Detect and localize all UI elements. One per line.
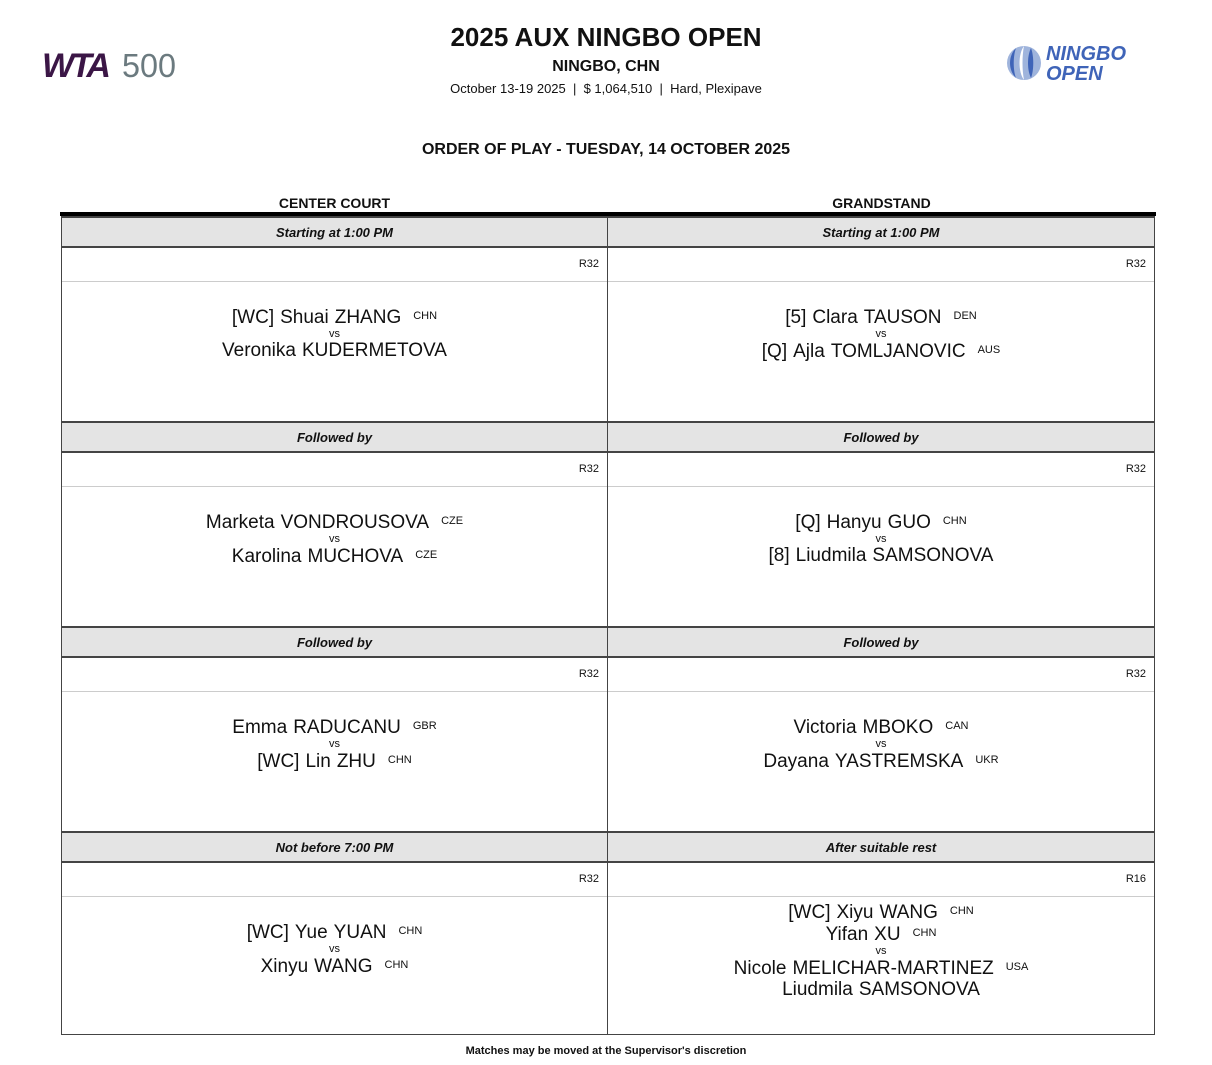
round-label: R16 [608, 863, 1154, 897]
player-name-part: Hanyu [826, 512, 882, 533]
slot-time-header: Followed by [608, 421, 1154, 453]
match-cell [608, 487, 1154, 626]
player-line [763, 750, 998, 772]
match-cell [62, 282, 607, 421]
player-name-part: Liudmila [795, 545, 867, 566]
tournament-location: NINGBO, CHN [552, 58, 660, 75]
player-line [257, 750, 411, 772]
player-name-part: MBOKO [862, 717, 934, 738]
court-name-center-court: CENTER COURT [278, 195, 391, 211]
player-name-part: [WC] [788, 902, 831, 923]
player-name-part: [Q] [795, 512, 821, 533]
player-name-part: YASTREMSKA [834, 751, 964, 772]
player-line [785, 306, 977, 328]
player-name-part: MUCHOVA [307, 546, 404, 567]
footer-note: Matches may be moved at the Supervisor's discretion [465, 1045, 747, 1057]
court-column-center-court [61, 216, 608, 1035]
player-name-part: Xinyu [260, 956, 309, 977]
player-name-part: Ajla [793, 341, 825, 362]
player-name-part: KUDERMETOVA [301, 340, 447, 361]
player-name-part: TAUSON [863, 307, 942, 328]
player-line [232, 306, 437, 328]
player-name-part: Clara [812, 307, 858, 328]
match-cell [608, 897, 1154, 1036]
player-line [247, 921, 423, 943]
player-name-part: Karolina [231, 546, 302, 567]
player-name-part: SAMSONOVA [872, 545, 994, 566]
slot-time-header: Not before 7:00 PM [62, 831, 607, 863]
country-code: UKR [975, 754, 999, 766]
player-name-part: YUAN [333, 922, 387, 943]
slot-time-header: Starting at 1:00 PM [608, 216, 1154, 248]
player-name-part: ZHU [336, 751, 376, 772]
country-code: GBR [412, 720, 437, 732]
country-code: AUS [977, 344, 1001, 356]
round-label: R32 [608, 248, 1154, 282]
player-name-part: MELICHAR-MARTINEZ [792, 958, 994, 979]
player-name-part: Lin [305, 751, 331, 772]
country-code: CHN [398, 925, 423, 937]
player-line [788, 901, 973, 923]
country-code: USA [1005, 961, 1029, 973]
slot-time-header: Followed by [62, 626, 607, 658]
player-name-part: Shuai [280, 307, 329, 328]
player-name-part: Xiyu [836, 902, 874, 923]
ningbo-logo-line1: NINGBO [1046, 43, 1126, 65]
match-cell [62, 692, 607, 831]
match-cell [608, 692, 1154, 831]
country-code: CHN [912, 927, 937, 939]
player-name-part: WANG [314, 956, 373, 977]
player-name-part: GUO [887, 512, 931, 533]
vs-label: vs [329, 328, 340, 340]
player-name-part: ZHANG [334, 307, 402, 328]
player-line [232, 716, 436, 738]
player-line [222, 340, 447, 361]
player-name-part: Yue [294, 922, 328, 943]
player-name-part: [5] [785, 307, 807, 328]
player-name-part: Yifan [825, 924, 869, 945]
country-code: CHN [387, 754, 412, 766]
tournament-title: 2025 AUX NINGBO OPEN [450, 22, 762, 52]
player-line [734, 957, 1029, 979]
player-line [795, 511, 966, 533]
match-cell [62, 897, 607, 1036]
vs-label: vs [875, 738, 887, 750]
player-name-part: [WC] [231, 307, 275, 328]
player-name-part: Marketa [205, 512, 275, 533]
player-line [232, 545, 437, 567]
player-name-part: Victoria [793, 717, 857, 738]
player-name-part: Dayana [763, 751, 829, 772]
player-name-part: [WC] [246, 922, 289, 943]
court-column-grandstand [608, 216, 1155, 1035]
player-name-part: [WC] [257, 751, 300, 772]
player-name-part: VONDROUSOVA [280, 512, 430, 533]
player-name-part: [Q] [761, 341, 788, 362]
player-name-part: [8] [768, 545, 790, 566]
slot-time-header: Starting at 1:00 PM [62, 216, 607, 248]
tournament-info: October 13-19 2025 | $ 1,064,510 | Hard, Plexipave [450, 81, 762, 96]
player-name-part: RADUCANU [293, 717, 401, 738]
country-code: CHN [413, 310, 438, 322]
round-label: R32 [62, 453, 607, 487]
player-name-part: SAMSONOVA [858, 979, 980, 1000]
player-line [782, 979, 980, 1000]
player-name-part: Nicole [733, 958, 787, 979]
wta-logo-text: WTA [42, 47, 108, 82]
player-name-part: Veronika [222, 340, 296, 361]
country-code: CZE [441, 515, 464, 527]
country-code: CHN [949, 905, 974, 917]
round-label: R32 [62, 863, 607, 897]
slot-time-header: Followed by [608, 626, 1154, 658]
player-name-part: XU [874, 924, 901, 945]
match-cell [608, 282, 1154, 421]
player-line [206, 511, 463, 533]
match-cell [62, 487, 607, 626]
vs-label: vs [329, 943, 340, 955]
player-line [261, 955, 409, 977]
player-name-part: TOMLJANOVIC [830, 341, 966, 362]
player-line [762, 340, 1000, 362]
country-code: CHN [942, 515, 967, 527]
vs-label: vs [875, 945, 887, 957]
player-line [794, 716, 969, 738]
vs-label: vs [875, 328, 887, 340]
player-name-part: Emma [232, 717, 288, 738]
country-code: CZE [415, 549, 438, 561]
round-label: R32 [62, 248, 607, 282]
wta-500-text: 500 [122, 47, 176, 82]
country-code: DEN [953, 310, 977, 322]
vs-label: vs [875, 533, 887, 545]
court-name-grandstand: GRANDSTAND [832, 195, 931, 211]
vs-label: vs [329, 533, 340, 545]
round-label: R32 [62, 658, 607, 692]
player-line [826, 923, 937, 945]
vs-label: vs [329, 738, 340, 750]
country-code: CHN [384, 959, 409, 971]
player-name-part: WANG [879, 902, 938, 923]
player-line [769, 545, 994, 566]
slot-time-header: Followed by [62, 421, 607, 453]
ningbo-logo-line2: OPEN [1046, 63, 1103, 84]
player-name-part: Liudmila [782, 979, 853, 1000]
round-label: R32 [608, 453, 1154, 487]
slot-time-header: After suitable rest [608, 831, 1154, 863]
round-label: R32 [608, 658, 1154, 692]
country-code: CAN [945, 720, 969, 732]
order-of-play-title: ORDER OF PLAY - TUESDAY, 14 OCTOBER 2025 [421, 141, 791, 158]
